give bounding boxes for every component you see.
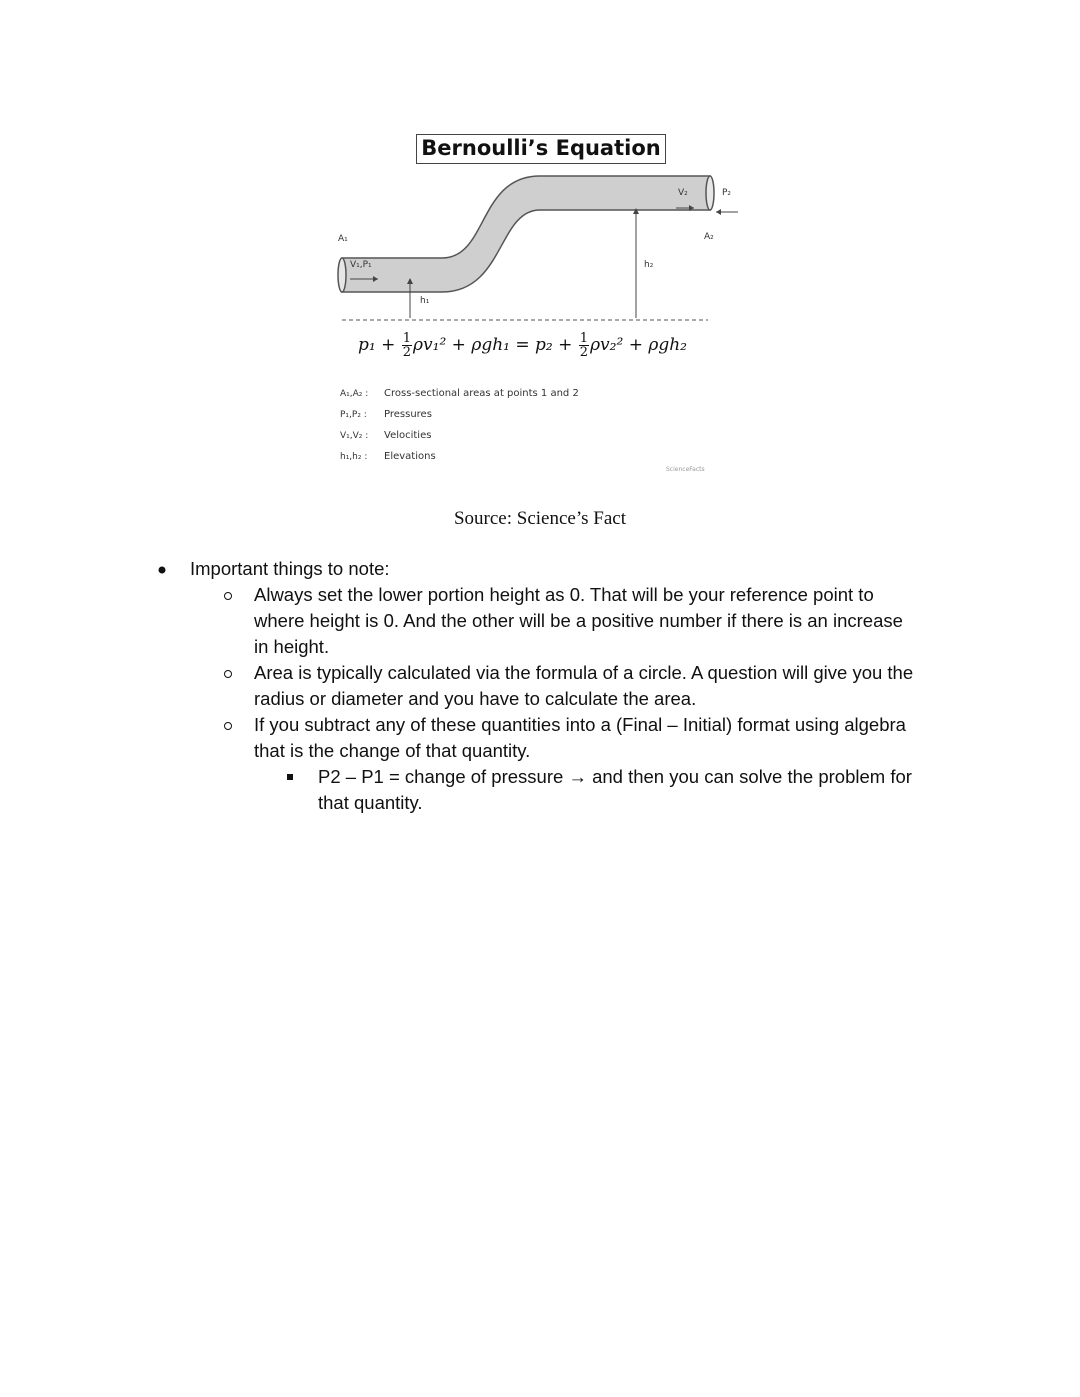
bernoulli-figure	[320, 128, 760, 488]
eq-frac-den: 2	[402, 345, 412, 360]
eq-p1: p₁ +	[358, 335, 396, 355]
eq-frac-num: 1	[579, 331, 589, 346]
watermark-logo: ScienceFacts	[666, 466, 705, 473]
legend-text: Cross-sectional areas at points 1 and 2	[384, 388, 579, 399]
legend-row-velocities	[340, 430, 431, 441]
legend-text: Elevations	[384, 451, 436, 462]
eq-term2: ρv₂² + ρgh₂	[590, 335, 687, 355]
bullet-circle-icon	[223, 721, 233, 731]
note-1-line-3: in height.	[254, 636, 330, 657]
legend-key: h₁,h₂ :	[340, 452, 368, 462]
note-1-line-2: where height is 0. And the other will be a positive number if there is an increase	[254, 610, 903, 631]
legend-row-elevations	[340, 451, 436, 462]
legend-row-pressures	[340, 409, 432, 420]
note-1-line-1: Always set the lower portion height as 0. That will be your reference point to	[254, 584, 874, 605]
label-a1: A₁	[338, 234, 348, 244]
label-v2: V₂	[678, 188, 688, 198]
legend-key: P₁,P₂ :	[340, 410, 367, 420]
bullet-circle-icon	[223, 669, 233, 679]
legend-row-areas	[340, 388, 579, 399]
legend-key: V₁,V₂ :	[340, 431, 369, 441]
label-p2: P₂	[722, 188, 732, 198]
bullet-square-icon	[286, 773, 294, 781]
note-3-line-1: If you subtract any of these quantities into a (Final – Initial) format using algebra	[254, 714, 906, 735]
eq-fraction-2	[579, 332, 589, 359]
legend-text: Velocities	[384, 430, 432, 441]
bernoulli-equation	[358, 332, 687, 359]
eq-frac-den: 2	[579, 345, 589, 360]
note-2-line-1: Area is typically calculated via the formula of a circle. A question will give you the	[254, 662, 914, 683]
label-a2: A₂	[704, 232, 714, 242]
note-3-sub-line-2: that quantity.	[318, 792, 423, 813]
eq-term1: ρv₁² + ρgh₁ = p₂ +	[413, 335, 573, 355]
pipe-left-end	[338, 258, 346, 292]
bullet-disc-icon	[157, 565, 167, 575]
pipe-shape	[342, 176, 710, 292]
note-2-line-2: radius or diameter and you have to calculate the area.	[254, 688, 697, 709]
bullet-circle-icon	[223, 591, 233, 601]
note-3-sub-line-1: P2 – P1 = change of pressure → and then you can solve the problem for	[318, 766, 912, 787]
p2-arrow-icon	[716, 209, 721, 215]
notes-heading: Important things to note:	[190, 558, 390, 579]
label-h2: h₂	[644, 260, 654, 270]
label-h1: h₁	[420, 296, 430, 306]
legend-text: Pressures	[384, 409, 432, 420]
eq-frac-num: 1	[402, 331, 412, 346]
label-v1p1: V₁,P₁	[350, 260, 372, 270]
pipe-right-end	[706, 176, 714, 210]
legend-key: A₁,A₂ :	[340, 389, 369, 399]
figure-title: Bernoulli’s Equation	[416, 134, 666, 164]
eq-fraction-1	[402, 332, 412, 359]
note-3-line-2: that is the change of that quantity.	[254, 740, 531, 761]
figure-caption: Source: Science’s Fact	[453, 508, 626, 529]
